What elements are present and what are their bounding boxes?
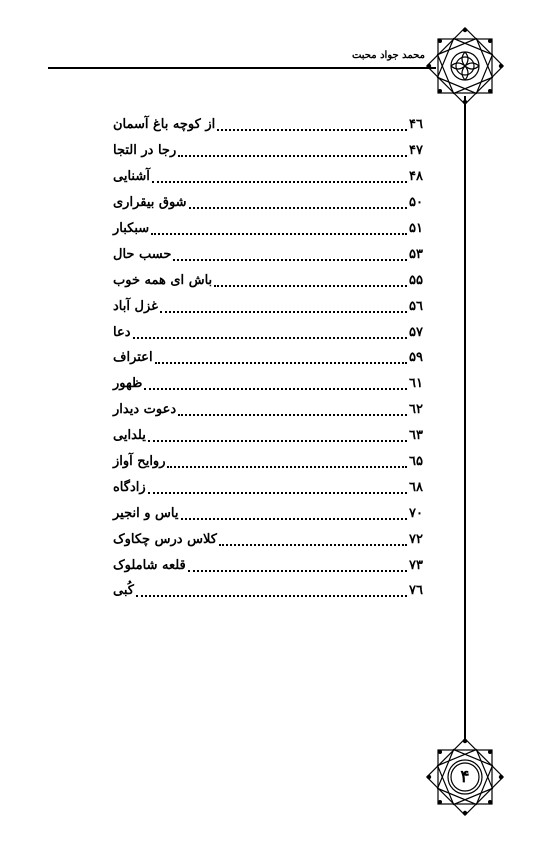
- toc-title: زادگاه: [113, 479, 146, 495]
- leader-dots: [181, 517, 408, 520]
- rosette-ornament-icon: [425, 26, 505, 106]
- toc-entry: [113, 138, 431, 164]
- toc-title: ظهور: [113, 376, 143, 392]
- toc-page: ۷٦: [409, 583, 423, 599]
- toc-page: ۷۲: [409, 531, 423, 547]
- toc-page: ۵۷: [409, 324, 423, 340]
- toc-entry: [113, 241, 431, 267]
- leader-dots: [178, 413, 407, 416]
- toc-page: ٦۸: [409, 479, 423, 495]
- toc-title: سبکبار: [113, 221, 150, 236]
- toc-entry: [113, 345, 431, 371]
- table-of-contents: [113, 112, 431, 604]
- toc-title: غزل آباد: [113, 298, 158, 314]
- toc-title: یاس و انجیر: [113, 505, 179, 521]
- toc-page: ۴۷: [409, 143, 423, 159]
- toc-entry: [113, 371, 431, 397]
- leader-dots: [189, 206, 407, 209]
- toc-entry: [113, 397, 431, 423]
- toc-entry: [113, 216, 431, 242]
- toc-page: ٦۳: [409, 428, 423, 444]
- toc-page: ۴۸: [409, 169, 423, 185]
- toc-title: باش ای همه خوب: [113, 272, 213, 288]
- vertical-rule: [464, 96, 466, 742]
- toc-page: ۵۳: [409, 246, 423, 262]
- toc-title: کلاس درس چکاوک: [113, 531, 217, 547]
- toc-entry: [113, 500, 431, 526]
- leader-dots: [155, 361, 407, 364]
- toc-title: کُبی: [113, 583, 134, 599]
- leader-dots: [188, 569, 407, 572]
- toc-page: ۵۹: [409, 350, 423, 366]
- leader-dots: [160, 310, 407, 313]
- toc-title: آشنایی: [113, 169, 150, 185]
- leader-dots: [144, 387, 407, 390]
- toc-entry: [113, 552, 431, 578]
- leader-dots: [148, 439, 407, 442]
- toc-title: دعا: [113, 324, 131, 340]
- toc-entry: [113, 267, 431, 293]
- toc-title: حسب حال: [113, 246, 172, 262]
- leader-dots: [178, 154, 407, 157]
- leader-dots: [173, 258, 407, 261]
- toc-title: اعتراف: [113, 350, 153, 366]
- toc-title: دعوت دیدار: [113, 402, 177, 418]
- leader-dots: [214, 284, 407, 287]
- toc-page: ۵٦: [409, 298, 423, 314]
- toc-entry: [113, 474, 431, 500]
- toc-entry: [113, 449, 431, 475]
- toc-title: شوق بیقراری: [113, 195, 187, 211]
- toc-entry: [113, 578, 431, 604]
- page-number: ۴: [460, 767, 470, 787]
- leader-dots: [133, 336, 407, 339]
- toc-entry: [113, 526, 431, 552]
- toc-entry: [113, 164, 431, 190]
- toc-title: رجا در التجا: [113, 143, 177, 159]
- leader-dots: [148, 491, 407, 494]
- toc-entry: [113, 293, 431, 319]
- toc-page: ٦۲: [409, 402, 423, 418]
- toc-title: از کوچه باغ آسمان: [113, 117, 216, 133]
- toc-page: ۷۳: [409, 557, 423, 573]
- header-author: محمد جواد محبت: [351, 50, 425, 61]
- toc-page: ۷۰: [409, 505, 423, 521]
- toc-entry: [113, 319, 431, 345]
- toc-page: ۵۵: [409, 272, 423, 288]
- leader-dots: [217, 128, 407, 131]
- toc-page: ٦۵: [409, 454, 423, 470]
- toc-page: ٦۱: [409, 376, 423, 392]
- toc-page: ۵۱: [409, 221, 423, 236]
- leader-dots: [152, 180, 407, 183]
- toc-entry: [113, 190, 431, 216]
- toc-page: ۴٦: [409, 117, 423, 133]
- leader-dots: [219, 543, 407, 546]
- toc-entry: [113, 112, 431, 138]
- leader-dots: [151, 232, 407, 235]
- leader-dots: [167, 465, 407, 468]
- toc-page: ۵۰: [409, 195, 423, 211]
- toc-title: قلعه شاملوک: [113, 557, 186, 573]
- leader-dots: [136, 594, 407, 597]
- toc-entry: [113, 423, 431, 449]
- toc-title: روایح آواز: [113, 454, 166, 470]
- header-rule: [48, 67, 436, 69]
- toc-title: یلدایی: [113, 428, 146, 444]
